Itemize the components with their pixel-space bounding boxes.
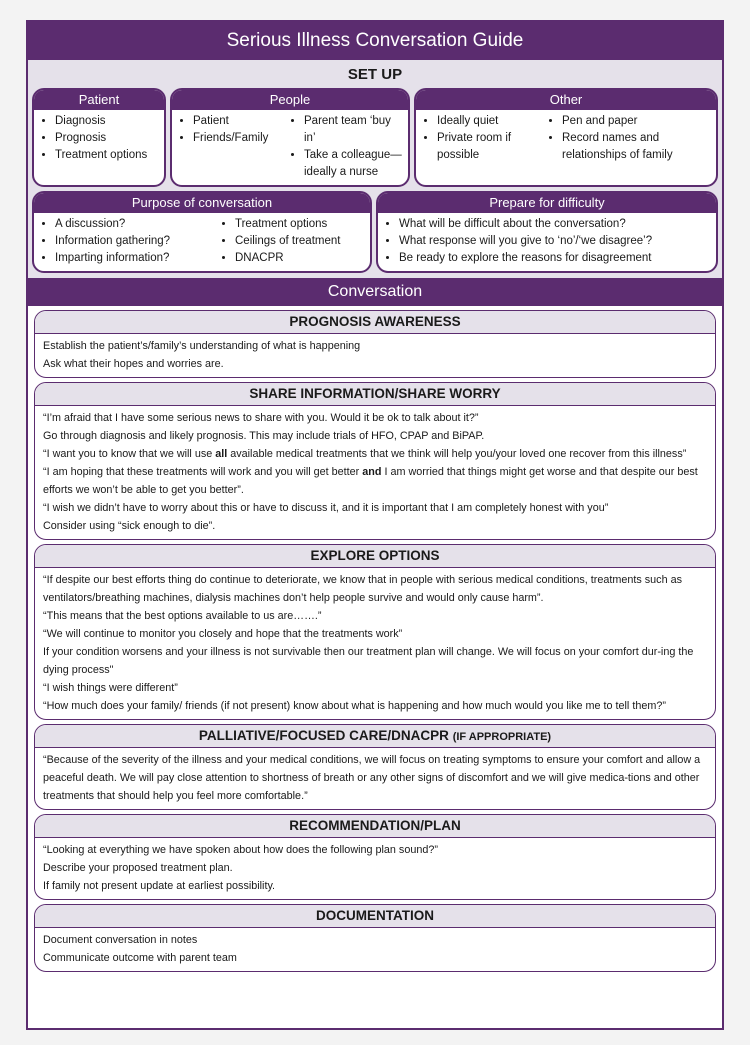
list-item: • Treatment options <box>235 216 364 233</box>
palliative-title-main: PALLIATIVE/FOCUSED CARE/DNACPR <box>198 728 449 743</box>
list-item: • Imparting information? <box>55 250 220 267</box>
list-item: • Record names and relationships of family <box>562 130 710 164</box>
recommendation-title: RECOMMENDATION/PLAN <box>35 815 715 838</box>
text-run: “I want you to know that we will use <box>43 448 216 460</box>
guide-page <box>26 20 724 1030</box>
list-item: • DNACPR <box>235 250 364 267</box>
prognosis-title: PROGNOSIS AWARENESS <box>35 311 715 334</box>
patient-title: Patient <box>34 90 164 110</box>
text-line: Establish the patient’s/family’s understanding of what is happening <box>43 340 361 352</box>
palliative-title <box>35 725 715 748</box>
list-item: • Take a colleague—ideally a nurse <box>304 147 402 181</box>
list-item: • Patient <box>193 113 289 130</box>
text-line: “I’m afraid that I have some serious news to share with you. Would it be ok to talk about it?” <box>43 412 479 424</box>
list-item: • Ideally quiet <box>437 113 547 130</box>
list-item: • Ceilings of treatment <box>235 233 364 250</box>
share-title: SHARE INFORMATION/SHARE WORRY <box>35 383 715 406</box>
prepare-box <box>376 191 718 273</box>
text-line: If family not present update at earliest possibility. <box>43 880 276 892</box>
purpose-list-2 <box>220 216 364 267</box>
share-section <box>34 382 716 540</box>
text-line: Consider using “sick enough to die”. <box>43 520 216 532</box>
text-line: “Because of the severity of the illness and your medical conditions, we will focus on treating symptoms to ensure your comfort and allow a peaceful death. We will pay close attention to shortness of breath or any other signs of discomfort and we will give medica-tions and other treatments that should help you feel more comfortable.” <box>43 754 701 802</box>
list-item: • What response will you give to ‘no’/‘we disagree’? <box>399 233 710 250</box>
text-run: I am worried that things might get worse and that despite our best efforts we won’t be able to get you better”. <box>43 466 698 496</box>
list-item: • Diagnosis <box>55 113 158 130</box>
documentation-section <box>34 904 716 972</box>
text-line <box>43 463 707 499</box>
text-run: “I am hoping that these treatments will work and you will get better <box>43 466 363 478</box>
text-line: “If despite our best efforts thing do continue to deteriorate, we know that in people with serious medical conditions, treatments such as ventilators/breathing machines, dialysis machines don’t help people survive and would only cause harm”. <box>43 574 682 604</box>
recommendation-section <box>34 814 716 900</box>
other-list-1 <box>422 113 547 164</box>
other-title: Other <box>416 90 716 110</box>
emphasis: and <box>362 466 382 478</box>
setup-row-1 <box>32 88 718 187</box>
other-list-2 <box>547 113 710 164</box>
setup-row-2 <box>32 191 718 273</box>
purpose-list-1 <box>40 216 220 267</box>
text-line: Document conversation in notes <box>43 934 198 946</box>
patient-list <box>40 113 158 164</box>
text-line: “Looking at everything we have spoken about how does the following plan sound?” <box>43 844 438 856</box>
list-item: • Private room if possible <box>437 130 547 164</box>
text-line: Ask what their hopes and worries are. <box>43 358 224 370</box>
documentation-title: DOCUMENTATION <box>35 905 715 928</box>
other-box <box>414 88 718 187</box>
text-line: Describe your proposed treatment plan. <box>43 862 233 874</box>
conversation-heading: Conversation <box>28 278 722 306</box>
purpose-title: Purpose of conversation <box>34 193 370 213</box>
text-line: “How much does your family/ friends (if not present) know about what is happening and how much would you like me to tell them?” <box>43 700 666 712</box>
people-box <box>170 88 410 187</box>
palliative-section <box>34 724 716 810</box>
list-item: • Be ready to explore the reasons for disagreement <box>399 250 710 267</box>
list-item: • Parent team ‘buy in’ <box>304 113 402 147</box>
text-line: “I wish we didn’t have to worry about this or have to discuss it, and it is important that I am completely honest with you” <box>43 502 609 514</box>
list-item: • Pen and paper <box>562 113 710 130</box>
list-item: • A discussion? <box>55 216 220 233</box>
text-line: If your condition worsens and your illness is not survivable then our treatment plan will change. We will focus on your comfort dur-ing the dying process" <box>43 646 694 676</box>
emphasis: all <box>215 448 228 460</box>
people-list-1 <box>178 113 289 181</box>
text-line: “This means that the best options available to us are…….” <box>43 610 322 622</box>
text-line: “I wish things were different” <box>43 682 178 694</box>
text-line: Go through diagnosis and likely prognosis. This may include trials of HFO, CPAP and BiPAP. <box>43 430 485 442</box>
page-title: Serious Illness Conversation Guide <box>28 22 722 60</box>
prepare-title: Prepare for difficulty <box>378 193 716 213</box>
list-item: • Treatment options <box>55 147 158 164</box>
text-line: “We will continue to monitor you closely and hope that the treatments work” <box>43 628 403 640</box>
list-item: • Information gathering? <box>55 233 220 250</box>
purpose-box <box>32 191 372 273</box>
list-item: • Prognosis <box>55 130 158 147</box>
text-run: available medical treatments that we think will help you/your loved one recover from this illness” <box>227 448 687 460</box>
prognosis-section <box>34 310 716 378</box>
list-item: • What will be difficult about the conversation? <box>399 216 710 233</box>
patient-box <box>32 88 166 187</box>
text-line <box>43 445 707 463</box>
prepare-list <box>384 216 710 267</box>
explore-section <box>34 544 716 720</box>
setup-area <box>28 60 722 278</box>
explore-title: EXPLORE OPTIONS <box>35 545 715 568</box>
setup-heading: SET UP <box>347 66 403 83</box>
list-item: • Friends/Family <box>193 130 289 147</box>
people-title: People <box>172 90 408 110</box>
palliative-title-suffix: (IF APPROPRIATE) <box>452 731 552 743</box>
people-list-2 <box>289 113 402 181</box>
text-line: Communicate outcome with parent team <box>43 952 237 964</box>
